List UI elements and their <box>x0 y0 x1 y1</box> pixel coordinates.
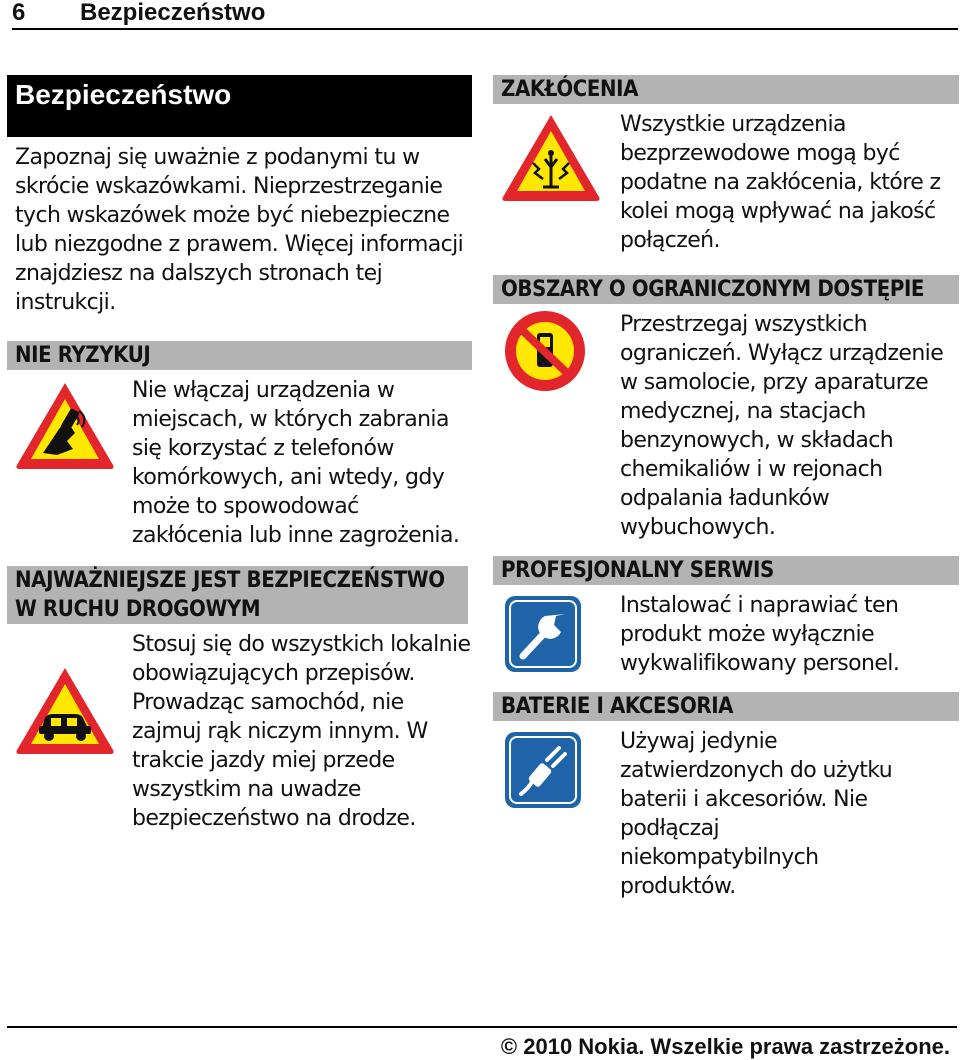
section-text: Wszystkie urządzenia bezprzewodowe mogą być podatne na zakłócenia, które z kolei mogą wpływać na jakość połączeń. <box>620 112 941 253</box>
section-title: ZAKŁÓCENIA <box>493 75 959 104</box>
hand-phone-warning-icon <box>13 379 117 475</box>
right-column <box>493 75 959 901</box>
plug-icon <box>503 730 583 814</box>
antenna-interference-warning-icon <box>499 111 603 207</box>
section-ruch-drogowy <box>7 566 472 833</box>
section-text: Używaj jedynie zatwierdzonych do użytku baterii i akcesoriów. Nie podłączaj niekompatybilnych produktów. <box>620 729 893 899</box>
section-text: Stosuj się do wszystkich lokalnie obowiązujących przepisów. Prowadząc samochód, nie zajmuj rąk niczym innym. W trakcie jazdy miej przede wszystkim na uwadze bezpieczeństwo na drodze. <box>132 632 471 831</box>
section-nie-ryzykuj <box>7 341 472 550</box>
section-title: NAJWAŻNIEJSZE JEST BEZPIECZEŃSTWO W RUCHU DROGOWYM <box>7 566 468 624</box>
section-obszary <box>493 275 959 542</box>
page-number: 6 <box>12 0 26 26</box>
section-title: NIE RYZYKUJ <box>7 341 472 370</box>
page-title: Bezpieczeństwo <box>7 75 472 137</box>
wrench-icon <box>503 594 583 678</box>
section-zaklocenia <box>493 75 959 255</box>
section-text: Przestrzegaj wszystkich ograniczeń. Wyłącz urządzenie w samolocie, przy aparaturze medycznej, na stacjach benzynowych, w składach chemikaliów i w rejonach odpalania ładunków wybuchowych. <box>620 312 944 540</box>
car-warning-icon <box>13 664 117 760</box>
section-baterie <box>493 692 959 901</box>
copyright-footer: © 2010 Nokia. Wszelkie prawa zastrzeżone. <box>500 1034 950 1059</box>
no-phone-prohibition-icon <box>499 307 595 407</box>
intro-text: Zapoznaj się uważnie z podanymi tu w skrócie wskazówkami. Nieprzestrzeganie tych wskazówek może być niebezpieczne lub niezgodne z prawem. Więcej informacji znajdziesz na dalszych stronach tej instrukcji. <box>15 145 464 315</box>
footer-divider <box>7 1026 957 1028</box>
section-title: OBSZARY O OGRANICZONYM DOSTĘPIE <box>493 275 959 304</box>
running-title: Bezpieczeństwo <box>80 0 266 26</box>
section-serwis <box>493 556 959 678</box>
section-title: PROFESJONALNY SERWIS <box>493 556 959 585</box>
section-text: Instalować i naprawiać ten produkt może wyłącznie wykwalifikowany personel. <box>620 593 900 676</box>
section-title: BATERIE I AKCESORIA <box>493 692 959 721</box>
left-column <box>7 75 472 833</box>
running-header <box>12 0 958 30</box>
section-text: Nie włączaj urządzenia w miejscach, w których zabrania się korzystać z telefonów komórkowych, ani wtedy, gdy może to spowodować zakłócenia lub inne zagrożenia. <box>132 378 460 548</box>
